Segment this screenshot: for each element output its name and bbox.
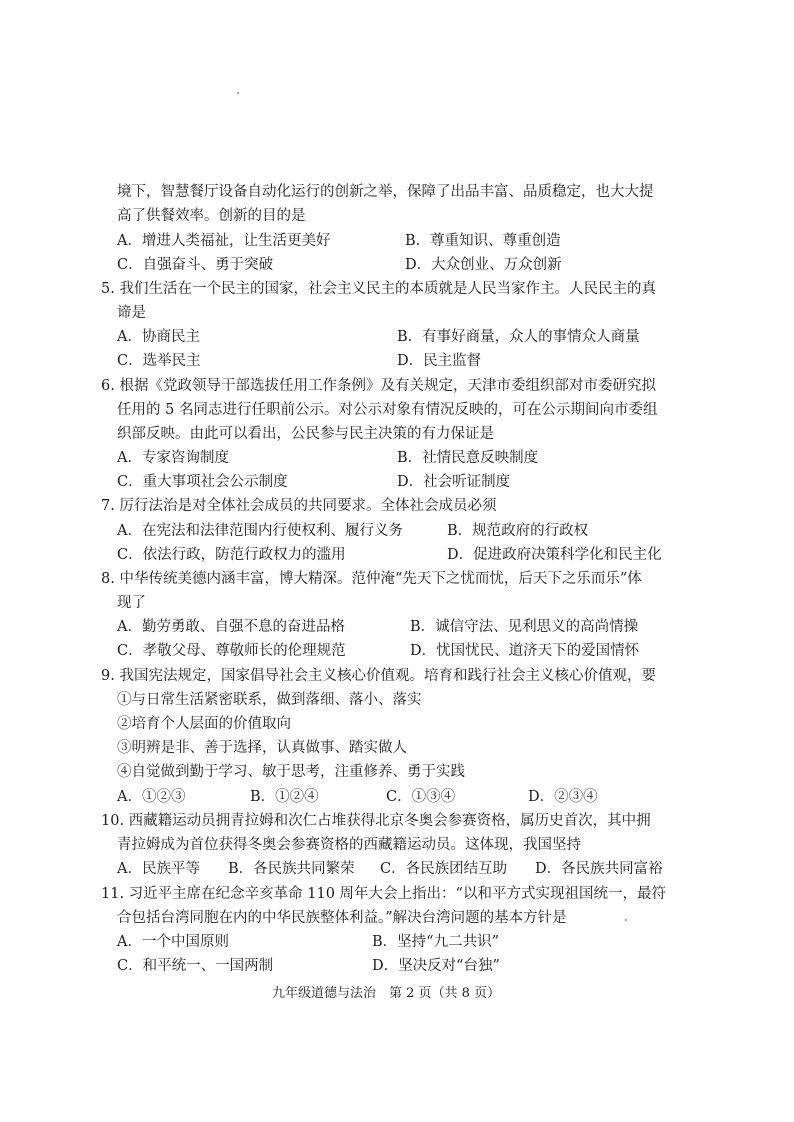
question-11-stem: 合包括台湾同胞在内的中华民族整体利益。”解决台湾问题的基本方针是 xyxy=(117,910,567,926)
question-8-stem: 8. 中华传统美德内涵丰富，博大精深。范仲淹“先天下之忧而忧，后天下之乐而乐”体 xyxy=(101,571,642,587)
option-b: B．有事好商量，众人的事情众人商量 xyxy=(397,329,640,345)
option-b: B．各民族共同繁荣 xyxy=(228,861,355,877)
option-c: C．孝敬父母、尊敬师长的伦理规范 xyxy=(117,643,346,659)
question-10-stem: 10. 西藏籍运动员拥青拉姆和次仁占堆获得北京冬奥会参赛资格，属历史首次，其中拥 xyxy=(101,813,651,829)
option-a: A．勤劳勇敢、自强不息的奋进品格 xyxy=(117,619,345,635)
option-a: A．一个中国原则 xyxy=(117,934,229,950)
statement-item: ③明辨是非、善于选择，认真做事、踏实做人 xyxy=(117,740,407,756)
option-c: C．和平统一、一国两制 xyxy=(117,958,274,974)
option-a: A．专家咨询制度 xyxy=(117,450,229,466)
scan-speck xyxy=(625,919,627,921)
option-b: B．①②④ xyxy=(250,789,319,805)
option-a: A．①②③ xyxy=(117,789,186,805)
option-c: C．各民族团结互助 xyxy=(380,861,508,877)
option-d: D．社会听证制度 xyxy=(397,474,511,490)
question-8-stem: 现了 xyxy=(117,595,146,611)
option-c: C．重大事项社会公示制度 xyxy=(117,474,288,490)
option-b: B．规范政府的行政权 xyxy=(447,523,589,539)
question-7-stem: 7. 厉行法治是对全体社会成员的共同要求。全体社会成员必须 xyxy=(101,498,497,514)
question-10-stem: 青拉姆成为首位获得冬奥会参赛资格的西藏籍运动员。这体现，我国坚持 xyxy=(117,837,581,853)
option-a: A．协商民主 xyxy=(117,329,200,345)
option-d: D．民主监督 xyxy=(397,353,482,369)
option-a: A．民族平等 xyxy=(117,861,200,877)
question-11-stem: 11. 习近平主席在纪念辛亥革命 110 周年大会上指出：“以和平方式实现祖国统一，最符 xyxy=(101,886,666,902)
option-c: C．依法行政，防范行政权力的滥用 xyxy=(117,547,346,563)
option-b: B．坚持“九二共识” xyxy=(372,934,499,950)
option-b: B．尊重知识、尊重创造 xyxy=(405,233,561,249)
option-b: B．诚信守法、见利思义的高尚情操 xyxy=(410,619,639,635)
option-a: A．增进人类福祉，让生活更美好 xyxy=(117,233,331,249)
option-c: C．①③④ xyxy=(386,789,456,805)
question-6-stem: 任用的 5 名同志进行任职前公示。对公示对象有情况反映的，可在公示期间向市委组 xyxy=(117,402,658,418)
question-5-stem: 谛是 xyxy=(117,305,146,321)
statement-item: ②培育个人层面的价值取向 xyxy=(117,716,291,732)
statement-item: ①与日常生活紧密联系，做到落细、落小、落实 xyxy=(117,692,422,708)
statement-item: ④自觉做到勤于学习、敏于思考，注重修养、勇于实践 xyxy=(117,764,465,780)
scan-speck xyxy=(237,92,239,94)
option-d: D．大众创业、万众创新 xyxy=(405,257,562,273)
question-6-stem: 织部反映。由此可以看出，公民参与民主决策的有力保证是 xyxy=(117,426,494,442)
option-c: C．自强奋斗、勇于突破 xyxy=(117,257,274,273)
question-9-stem: 9. 我国宪法规定，国家倡导社会主义核心价值观。培育和践行社会主义核心价值观，要 xyxy=(101,668,656,684)
question-6-stem: 6. 根据《党政领导干部选拔任用工作条例》及有关规定，天津市委组织部对市委研究拟 xyxy=(101,378,656,394)
option-d: D．各民族共同富裕 xyxy=(535,861,663,877)
option-d: D．②③④ xyxy=(528,789,598,805)
option-d: D．促进政府决策科学化和民主化 xyxy=(447,547,662,563)
option-c: C．选举民主 xyxy=(117,353,201,369)
question-5-stem: 5. 我们生活在一个民主的国家，社会主义民主的本质就是人民当家作主。人民民主的真 xyxy=(101,281,656,297)
option-a: A．在宪法和法律范围内行使权利、履行义务 xyxy=(117,523,403,539)
continuation-line: 高了供餐效率。创新的目的是 xyxy=(117,208,306,224)
option-b: B．社情民意反映制度 xyxy=(397,450,539,466)
option-d: D．坚决反对“台独” xyxy=(372,958,500,974)
option-d: D．忧国忧民、道济天下的爱国情怀 xyxy=(410,643,640,659)
continuation-line: 境下，智慧餐厅设备自动化运行的创新之举，保障了出品丰富、品质稳定，也大大提 xyxy=(117,184,654,200)
page-footer: 九年级道德与法治 第 2 页（共 8 页） xyxy=(272,986,501,1001)
